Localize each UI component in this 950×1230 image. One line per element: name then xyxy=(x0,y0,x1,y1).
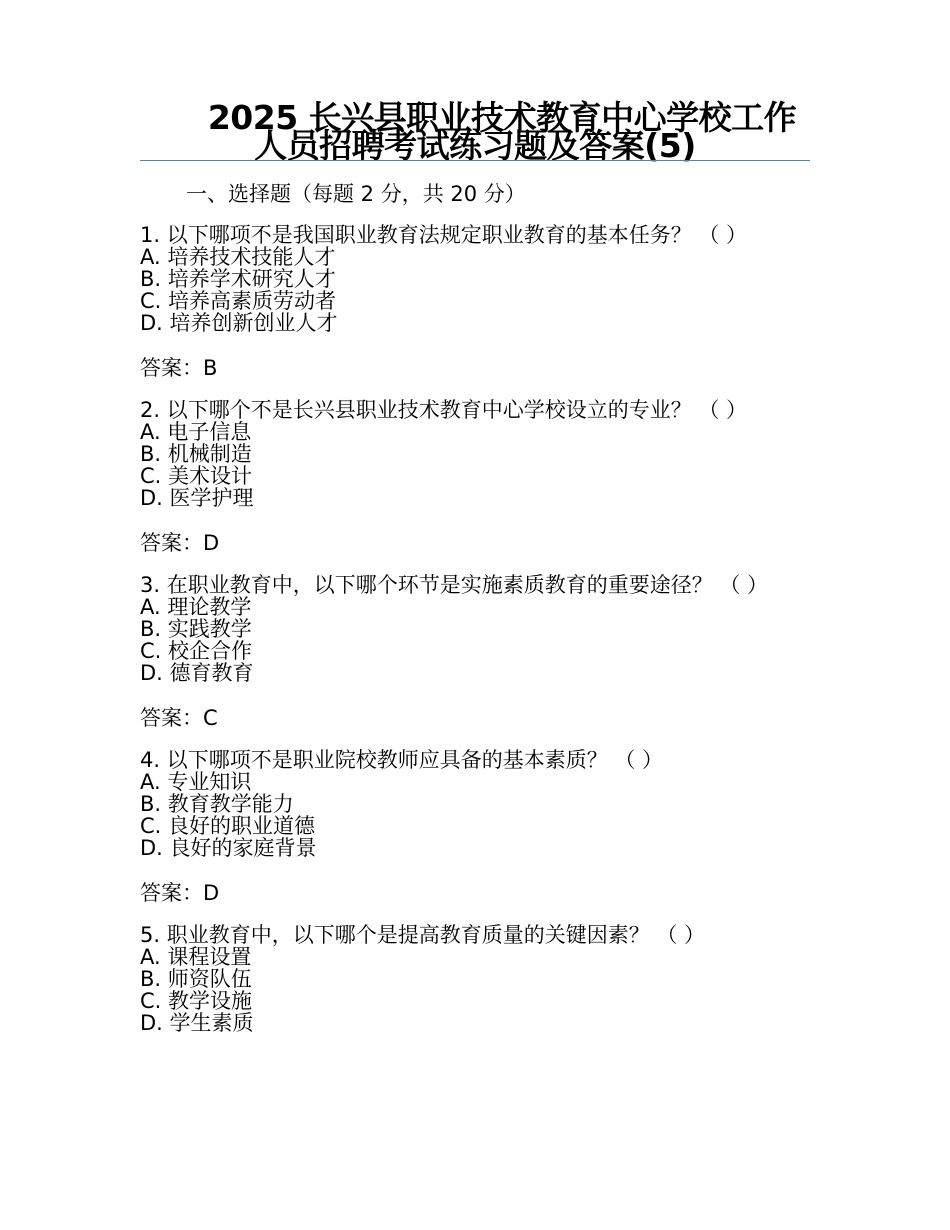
question-option-c: C. 校企合作 xyxy=(140,639,253,663)
question-option-a: A. 培养技术技能人才 xyxy=(140,245,336,269)
question-3 xyxy=(140,574,800,731)
question-option-b: B. 机械制造 xyxy=(140,442,252,466)
question-option-c: C. 良好的职业道德 xyxy=(140,814,316,838)
question-text: 1. 以下哪项不是我国职业教育法规定职业教育的基本任务？ （ ） xyxy=(140,223,748,247)
question-text: 5. 职业教育中，以下哪个是提高教育质量的关键因素？ （ ） xyxy=(140,923,706,947)
question-answer: 答案：D xyxy=(140,881,220,905)
question-option-a: A. 理论教学 xyxy=(140,595,252,619)
question-option-a: A. 专业知识 xyxy=(140,770,252,794)
title-line-1: 2025 长兴县职业技术教育中心学校工作 xyxy=(207,98,797,137)
question-option-d: D. 德育教育 xyxy=(140,661,254,685)
question-answer: 答案：B xyxy=(140,356,218,380)
question-option-b: B. 师资队伍 xyxy=(140,967,252,991)
question-option-a: A. 电子信息 xyxy=(140,420,252,444)
question-list xyxy=(140,224,800,1034)
section-heading: 一、选择题（每题 2 分，共 20 分） xyxy=(186,182,526,206)
question-option-b: B. 培养学术研究人才 xyxy=(140,267,336,291)
question-4 xyxy=(140,749,800,906)
question-option-d: D. 良好的家庭背景 xyxy=(140,836,317,860)
question-text: 4. 以下哪项不是职业院校教师应具备的基本素质？ （ ） xyxy=(140,748,664,772)
question-option-c: C. 教学设施 xyxy=(140,989,253,1013)
question-option-a: A. 课程设置 xyxy=(140,945,252,969)
question-2 xyxy=(140,399,800,556)
title-underline xyxy=(140,160,810,161)
question-option-d: D. 培养创新创业人才 xyxy=(140,311,338,335)
question-text: 3. 在职业教育中，以下哪个环节是实施素质教育的重要途径？ （ ） xyxy=(140,573,769,597)
question-option-d: D. 医学护理 xyxy=(140,486,254,510)
question-option-c: C. 美术设计 xyxy=(140,464,253,488)
question-option-b: B. 实践教学 xyxy=(140,617,252,641)
question-option-d: D. 学生素质 xyxy=(140,1011,254,1035)
question-answer: 答案：D xyxy=(140,531,220,555)
question-5 xyxy=(140,924,800,1034)
question-answer: 答案：C xyxy=(140,706,218,730)
question-text: 2. 以下哪个不是长兴县职业技术教育中心学校设立的专业？ （ ） xyxy=(140,398,748,422)
title-line-2: 人员招聘考试练习题及答案(5) xyxy=(254,126,696,165)
question-option-b: B. 教育教学能力 xyxy=(140,792,294,816)
question-1 xyxy=(140,224,800,381)
document-title xyxy=(140,98,810,165)
question-option-c: C. 培养高素质劳动者 xyxy=(140,289,337,313)
